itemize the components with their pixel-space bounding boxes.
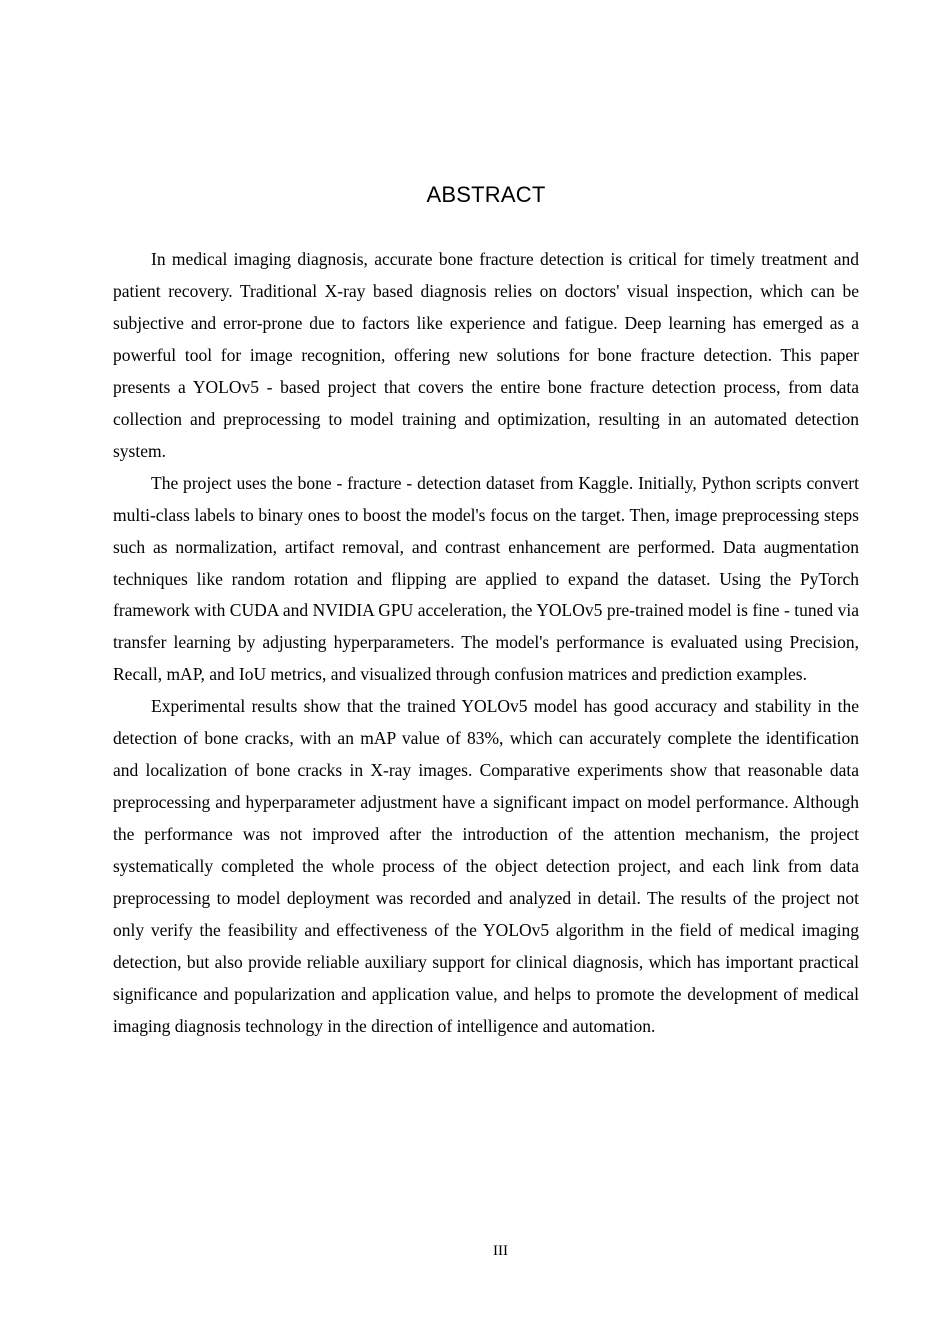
abstract-paragraph-3: Experimental results show that the trained YOLOv5 model has good accuracy and stability in the detection of bone cracks, with an mAP value of 83%, which can accurately complete the identification and localization of bone cracks in X-ray images. Comparative experiments show that reasonable data preprocessing and hyperparameter adjustment have a significant impact on model performance. Although the performance was not improved after the introduction of the attention mechanism, the project systematically completed the whole process of the object detection project, and each link from data preprocessing to model deployment was recorded and analyzed in detail. The results of the project not only verify the feasibility and effectiveness of the YOLOv5 algorithm in the field of medical imaging detection, but also provide reliable auxiliary support for clinical diagnosis, which has important practical significance and popularization and application value, and helps to promote the development of medical imaging diagnosis technology in the direction of intelligence and automation.	[113, 696, 859, 1036]
page-title: ABSTRACT	[426, 182, 546, 207]
page-number: III	[493, 1243, 508, 1259]
abstract-body	[113, 244, 859, 1043]
abstract-paragraph-1: In medical imaging diagnosis, accurate bone fracture detection is critical for timely treatment and patient recovery. Traditional X-ray based diagnosis relies on doctors' visual inspection, which can be subjective and error-prone due to factors like experience and fatigue. Deep learning has emerged as a powerful tool for image recognition, offering new solutions for bone fracture detection. This paper presents a YOLOv5 - based project that covers the entire bone fracture detection process, from data collection and preprocessing to model training and optimization, resulting in an automated detection system.	[113, 249, 859, 461]
abstract-paragraph-2: The project uses the bone - fracture - detection dataset from Kaggle. Initially, Python scripts convert multi-class labels to binary ones to boost the model's focus on the target. Then, image preprocessing steps such as normalization, artifact removal, and contrast enhancement are performed. Data augmentation techniques like random rotation and flipping are applied to expand the dataset. Using the PyTorch framework with CUDA and NVIDIA GPU acceleration, the YOLOv5 pre-trained model is fine - tuned via transfer learning by adjusting hyperparameters. The model's performance is evaluated using Precision, Recall, mAP, and IoU metrics, and visualized through confusion matrices and prediction examples.	[113, 472, 859, 685]
